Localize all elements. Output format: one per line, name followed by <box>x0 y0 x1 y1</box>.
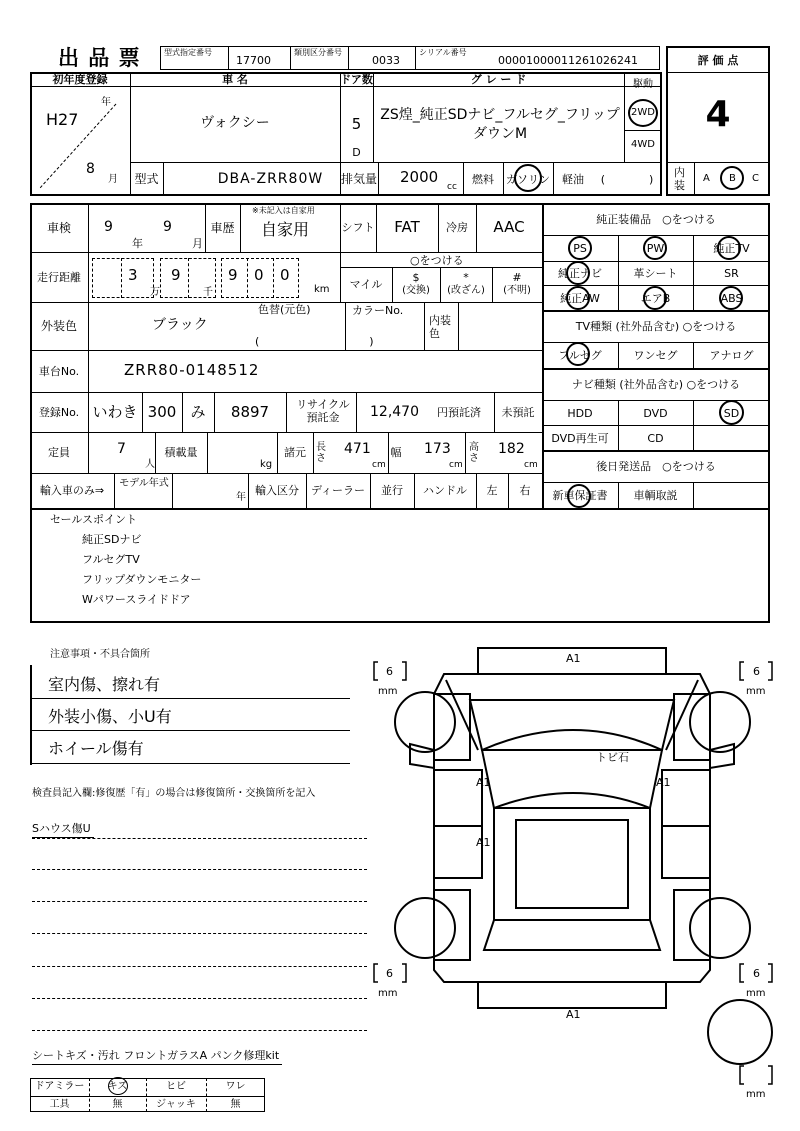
tv-analog: アナログ <box>709 348 754 362</box>
recycle-paid: 円預託済 <box>437 406 481 419</box>
ext-color-value: ブラック <box>152 317 208 333</box>
handle-left: 左 <box>486 484 498 497</box>
mileage-man-unit: 万 <box>150 287 160 298</box>
mileage-digit-2: 9 <box>171 266 181 284</box>
diag-left: A1 <box>476 776 491 789</box>
bt-break: ワレ <box>225 1081 246 1092</box>
tire-fr-value: 6 <box>753 665 760 678</box>
interior-b: B <box>729 173 736 184</box>
inspection-year: 9 <box>104 219 113 235</box>
bt-scratch: キズ <box>107 1081 128 1092</box>
drive-2wd-circle <box>628 99 658 127</box>
color-no-label: カラーNo. <box>352 304 404 317</box>
equip-navi: 純正ナビ <box>558 266 602 280</box>
bt-crack: ヒビ <box>166 1081 186 1092</box>
score-value: 4 <box>705 94 731 135</box>
tire-rl-unit: mm <box>378 988 398 999</box>
fuel-gas-circle <box>514 164 542 192</box>
equip-abs: ABS <box>720 291 743 305</box>
later-title: 後日発送品 ○をつける <box>596 459 716 473</box>
navi-title: ナビ種類 (社外品含む) ○をつける <box>571 377 741 391</box>
month-unit: 月 <box>108 174 118 185</box>
tamper-a: * <box>463 270 469 284</box>
inspection-year-unit: 年 <box>132 237 143 250</box>
tire-fl-unit: mm <box>378 686 398 697</box>
type-cert-label: 型式指定番号 <box>164 48 212 57</box>
year-unit: 年 <box>101 97 111 108</box>
width-value: 173 <box>424 441 451 457</box>
ac-value: AAC <box>493 218 525 236</box>
inspection-month-unit: 月 <box>192 237 203 250</box>
equip-airbag: エアB <box>640 291 671 305</box>
equip-abs-circle <box>719 286 743 310</box>
model-year-label: モデル年式 <box>119 478 169 489</box>
diag-windshield: トビ石 <box>596 751 629 764</box>
capacity-label: 定員 <box>48 446 70 459</box>
length-label: 長さ <box>316 442 326 464</box>
tire-fl-value: 6 <box>386 665 393 678</box>
car-name-label: 車 名 <box>222 73 248 86</box>
mileage-km-unit: km <box>314 284 330 295</box>
document-title: 出 品 票 <box>58 46 141 70</box>
exchange-a: $ <box>412 270 420 284</box>
note-item-3: ホイール傷有 <box>48 739 144 758</box>
interior-b-circle <box>720 166 744 190</box>
load-label: 積載量 <box>164 446 198 459</box>
mark-note: ○をつける <box>410 254 464 267</box>
exchange-b: (交換) <box>402 285 430 296</box>
length-value: 471 <box>344 441 371 457</box>
note-item-1: 室内傷、擦れ有 <box>48 675 161 694</box>
mileage-digit-4: 0 <box>254 266 264 284</box>
displacement-value: 2000 <box>400 168 439 186</box>
length-unit: cm <box>372 460 386 470</box>
mileage-digit-5: 0 <box>280 266 290 284</box>
first-reg-year: H27 <box>46 110 79 129</box>
equip-pw: PW <box>646 241 665 255</box>
first-reg-label: 初年度登録 <box>52 73 108 86</box>
person-unit: 人 <box>145 459 155 470</box>
tire-rr-unit: mm <box>746 988 766 999</box>
inspection-month: 9 <box>163 219 172 235</box>
interior-c: C <box>752 173 759 184</box>
score-label: 評 価 点 <box>697 53 739 67</box>
reg-kana: み <box>190 402 206 421</box>
reg-num: 8897 <box>230 402 270 421</box>
later-manual: 車輌取説 <box>633 488 678 502</box>
bt-jack-val: 無 <box>230 1098 241 1110</box>
recycle-unpaid: 未預託 <box>501 405 535 419</box>
serial-value: 00001000011261026241 <box>498 54 638 67</box>
diag-mid: A1 <box>476 836 491 849</box>
doors-label: ドア数 <box>340 73 373 86</box>
recycle-value: 12,470 <box>370 404 419 420</box>
tamper-b: (改ざん) <box>447 285 485 296</box>
model-value: DBA-ZRR80W <box>217 171 324 187</box>
height-label: 高さ <box>469 442 479 464</box>
kg-unit: kg <box>260 459 273 470</box>
sales-title: セールスポイント <box>50 513 138 526</box>
car-diagram <box>370 630 780 1100</box>
unknown-a: # <box>512 270 522 284</box>
reg-label: 登録No. <box>38 405 80 419</box>
mile-label: マイル <box>349 278 383 291</box>
equipment-title: 純正装備品 ○をつける <box>596 212 716 226</box>
later-warranty: 新車保証書 <box>552 488 608 502</box>
shift-value: FAT <box>394 218 420 236</box>
bt-tools: 工具 <box>49 1098 70 1110</box>
bt-mirror: ドアミラー <box>34 1081 85 1092</box>
orig-color-value: ( ) <box>255 335 374 348</box>
navi-hdd: HDD <box>567 406 593 420</box>
handle-right: 右 <box>519 484 531 497</box>
reg-class: 300 <box>147 402 177 421</box>
capacity-value: 7 <box>117 441 126 457</box>
mileage-digit-3: 9 <box>228 266 238 284</box>
import-label: 輸入車のみ⇒ <box>39 484 105 497</box>
handle-label: ハンドル <box>423 484 467 497</box>
navi-sd-circle <box>719 400 744 425</box>
import-parallel: 並行 <box>381 484 403 497</box>
history-note: ※未記入は自家用 <box>252 206 315 215</box>
equip-navi-circle <box>566 261 590 285</box>
spare-unit: mm <box>746 1089 766 1100</box>
equip-ps: PS <box>573 241 587 255</box>
sales-item-3: フリップダウンモニター <box>82 573 202 586</box>
ac-label: 冷房 <box>446 221 468 234</box>
mileage-box-1 <box>92 258 154 298</box>
unknown-b: (不明) <box>503 285 531 296</box>
cd: CD <box>647 431 664 445</box>
bt-tools-val: 無 <box>112 1098 123 1110</box>
sales-item-1: 純正SDナビ <box>82 533 142 546</box>
sales-item-2: フルセグTV <box>82 553 140 566</box>
drive-4wd: 4WD <box>631 139 655 150</box>
mileage-sen-unit: 千 <box>203 287 213 298</box>
bt-jack: ジャッキ <box>156 1098 196 1110</box>
door-type: D <box>352 145 361 159</box>
height-value: 182 <box>498 441 525 457</box>
drive-label: 駆動 <box>633 79 653 90</box>
interior-label: 内装 <box>674 166 685 192</box>
tire-fr-unit: mm <box>746 686 766 697</box>
orig-color-label: 色替(元色) <box>258 303 311 316</box>
diag-right: A1 <box>656 776 671 789</box>
ext-color-label: 外装色 <box>40 319 77 333</box>
interior-a: A <box>703 173 710 184</box>
bt-scratch-circle <box>108 1077 128 1095</box>
inspection-label: 車検 <box>46 220 71 235</box>
diag-front: A1 <box>566 652 581 665</box>
dims-label: 諸元 <box>284 446 306 459</box>
chassis-label: 車台No. <box>38 364 80 378</box>
equip-sr: SR <box>724 266 739 280</box>
height-unit: cm <box>524 460 538 470</box>
navi-dvd: DVD <box>643 406 668 420</box>
later-warranty-circle <box>567 484 591 508</box>
inspector-title: 検査員記入欄:修復歴「有」の場合は修復箇所・交換箇所を記入 <box>32 788 316 799</box>
type-cert-value: 17700 <box>236 54 271 67</box>
import-type-label: 輸入区分 <box>255 484 299 497</box>
category-label: 類別区分番号 <box>294 48 342 57</box>
int-color-label: 内装色 <box>429 314 451 340</box>
tire-rl-value: 6 <box>386 967 393 980</box>
category-value: 0033 <box>372 54 400 67</box>
width-unit: cm <box>449 460 463 470</box>
equip-aw-circle <box>566 286 590 310</box>
mileage-label: 走行距離 <box>37 270 81 284</box>
equip-pw-circle <box>643 236 667 260</box>
car-name: ヴォクシー <box>200 115 270 131</box>
date-slash <box>32 90 128 194</box>
grade-value: ZS煌_純正SDナビ_フルセグ_フリップダウンM <box>380 107 620 142</box>
tv-oneseg: ワンセグ <box>633 348 678 362</box>
tv-fullseg: フルセグ <box>558 348 602 362</box>
fuel-other: ( ) <box>600 172 654 186</box>
recycle-label: リサイクル預託金 <box>296 398 350 424</box>
grade-label: グ レ ー ド <box>470 73 527 86</box>
equip-ps-circle <box>568 236 592 260</box>
history-value: 自家用 <box>261 220 310 239</box>
history-label: 車歴 <box>210 220 235 235</box>
fuel-diesel: 軽油 <box>562 172 584 186</box>
displacement-label: 排気量 <box>340 172 377 186</box>
note-item-2: 外装小傷、小U有 <box>48 707 172 726</box>
serial-label: シリアル番号 <box>419 48 467 57</box>
sales-item-4: Wパワースライドドア <box>82 593 191 606</box>
doors-value: 5 <box>351 114 362 133</box>
equip-airbag-circle <box>643 286 667 310</box>
mileage-digit-1: 3 <box>128 266 138 284</box>
import-dealer: ディーラー <box>310 484 366 497</box>
diag-rear: A1 <box>566 1008 581 1021</box>
equip-tv-circle <box>717 236 741 260</box>
displacement-unit: cc <box>447 182 457 192</box>
equip-aw: 純正AW <box>560 291 600 305</box>
chassis-value: ZRR80-0148512 <box>124 361 260 379</box>
tire-rr-value: 6 <box>753 967 760 980</box>
navi-sd: SD <box>723 406 740 420</box>
width-label: 幅 <box>390 446 402 459</box>
fuel-gas: ガソリン <box>506 172 550 186</box>
tv-title: TV種類 (社外品含む) ○をつける <box>575 319 737 333</box>
notes-title: 注意事項・不具合箇所 <box>50 649 150 660</box>
dvd-play: DVD再生可 <box>551 431 609 445</box>
inspector-line: Sハウス傷U <box>32 822 91 835</box>
fuel-label: 燃料 <box>472 172 494 186</box>
model-label: 型式 <box>134 172 159 186</box>
bottom-note: シートキズ・汚れ フロントガラスA パンク修理kit <box>32 1049 280 1062</box>
tv-fullseg-circle <box>566 342 590 366</box>
first-reg-month: 8 <box>86 161 95 177</box>
model-year-unit: 年 <box>236 492 246 503</box>
equip-tv: 純正TV <box>713 241 750 255</box>
shift-label: シフト <box>341 221 375 234</box>
reg-area: いわき <box>92 402 138 421</box>
drive-2wd: 2WD <box>631 107 655 118</box>
equip-leather: 革シート <box>633 266 678 280</box>
